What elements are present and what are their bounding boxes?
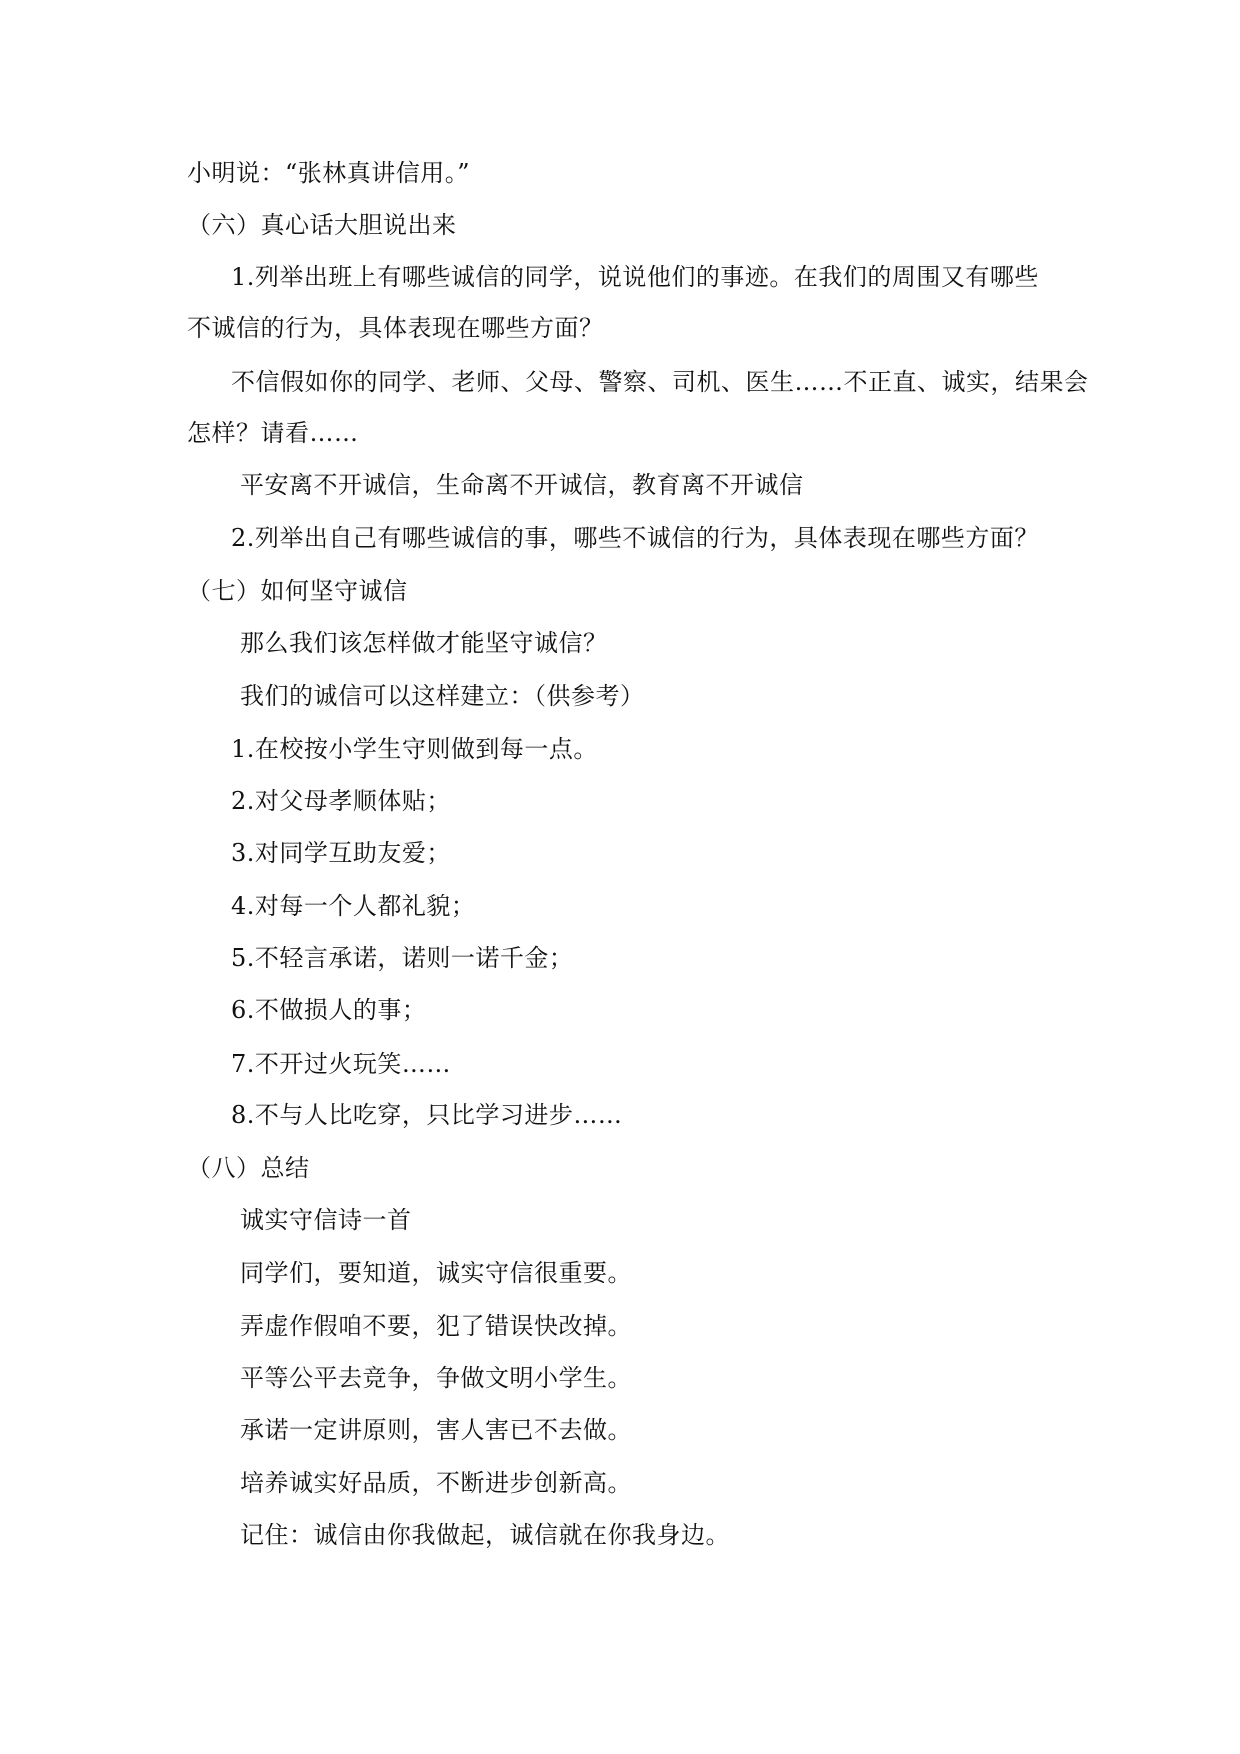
list-item: 3.对同学互助友爱； xyxy=(231,839,451,867)
text-line: 小明说：“张林真讲信用。” xyxy=(187,159,471,187)
text-line: 1.列举出班上有哪些诚信的同学，说说他们的事迹。在我们的周围又有哪些 xyxy=(231,263,1039,291)
list-item: 6.不做损人的事； xyxy=(231,996,427,1024)
list-item: 5.不轻言承诺，诺则一诺千金； xyxy=(231,944,574,972)
poem-line: 承诺一定讲原则，害人害已不去做。 xyxy=(240,1416,632,1444)
text-line: 那么我们该怎样做才能坚守诚信？ xyxy=(240,629,608,657)
list-item: 4.对每一个人都礼貌； xyxy=(231,892,476,920)
poem-line: 弄虚作假咱不要，犯了错误快改掉。 xyxy=(240,1312,632,1340)
list-item: 1.在校按小学生守则做到每一点。 xyxy=(231,735,598,763)
poem-line: 平等公平去竞争，争做文明小学生。 xyxy=(240,1364,632,1392)
poem-line: 培养诚实好品质，不断进步创新高。 xyxy=(240,1469,632,1497)
text-line: 平安离不开诚信，生命离不开诚信，教育离不开诚信 xyxy=(240,471,804,499)
list-item: 7.不开过火玩笑…… xyxy=(231,1050,451,1078)
list-item: 2.对父母孝顺体贴； xyxy=(231,787,451,815)
text-line: 我们的诚信可以这样建立：（供参考） xyxy=(240,682,645,710)
poem-line: 同学们，要知道，诚实守信很重要。 xyxy=(240,1259,632,1287)
poem-line: 记住：诚信由你我做起，诚信就在你我身边。 xyxy=(240,1521,730,1549)
list-item: 8.不与人比吃穿，只比学习进步…… xyxy=(231,1101,623,1129)
poem-title: 诚实守信诗一首 xyxy=(240,1206,412,1234)
section-heading-eight: （八）总结 xyxy=(187,1154,310,1182)
text-line: 2.列举出自己有哪些诚信的事，哪些不诚信的行为，具体表现在哪些方面？ xyxy=(231,524,1039,552)
text-line: 不信假如你的同学、老师、父母、警察、司机、医生……不正直、诚实，结果会 xyxy=(231,368,1089,396)
section-heading-six: （六）真心话大胆说出来 xyxy=(187,211,457,239)
text-line: 怎样？请看…… xyxy=(187,419,359,447)
text-line: 不诚信的行为，具体表现在哪些方面？ xyxy=(187,314,604,342)
section-heading-seven: （七）如何坚守诚信 xyxy=(187,577,408,605)
